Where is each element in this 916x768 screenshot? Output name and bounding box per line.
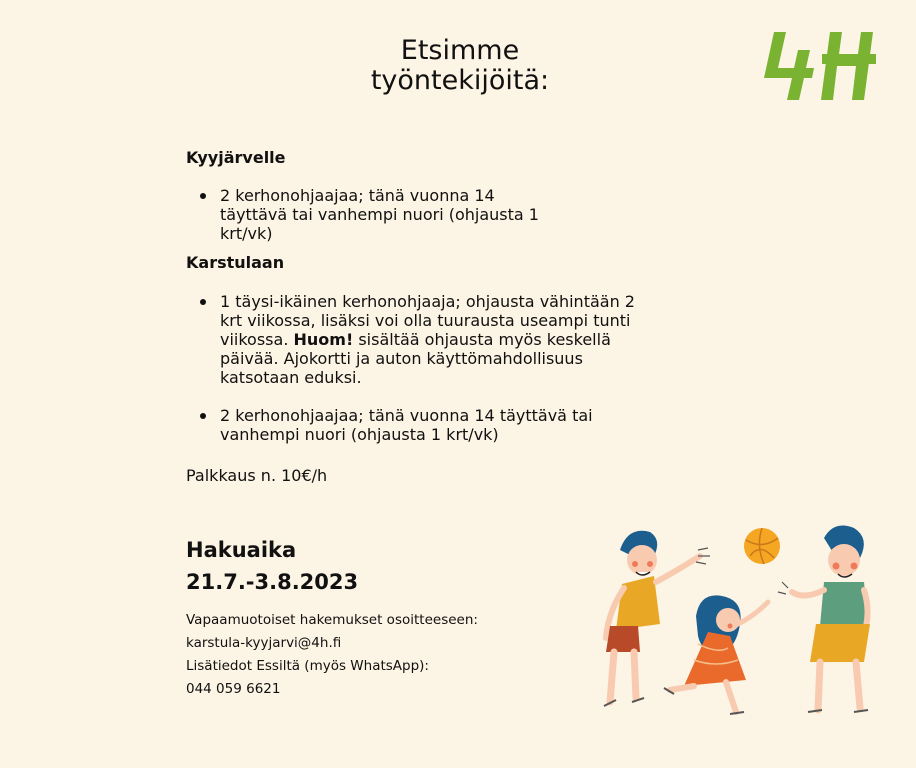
info-line-1: Vapaamuotoiset hakemukset osoitteeseen:: [186, 612, 478, 628]
karstula-item1-line-5: katsotaan eduksi.: [220, 368, 362, 387]
title-line-1: Etsimme: [400, 35, 520, 66]
text: sisältää ohjausta myös keskellä: [353, 330, 611, 349]
list-item: [186, 292, 746, 387]
huom-bold: Huom!: [293, 330, 354, 349]
contact-info: [186, 609, 478, 701]
list-item: [186, 186, 606, 243]
kyyjarvi-line-1: 2 kerhonohjaajaa; tänä vuonna 14: [220, 186, 495, 205]
4h-logo: [760, 28, 880, 104]
text: viikossa.: [220, 330, 294, 349]
karstula-heading: Karstulaan: [186, 253, 285, 272]
email-link[interactable]: karstula-kyyjarvi@4h.fi: [186, 635, 342, 651]
ball-icon: [744, 528, 780, 564]
application-dates: 21.7.-3.8.2023: [186, 570, 359, 594]
karstula-list: [186, 292, 746, 444]
karstula-item1-line-4: päivää. Ajokortti ja auton käyttömahdollisuus: [220, 349, 583, 368]
title-line-2: työntekijöitä:: [370, 65, 550, 96]
kyyjarvi-list: [186, 186, 606, 243]
kyyjarvi-line-3: krt/vk): [220, 224, 273, 243]
karstula-item1-line-3: [220, 330, 746, 349]
page-title: [330, 36, 590, 96]
boy-right-figure: [778, 526, 870, 712]
info-line-3: Lisätiedot Essiltä (myös WhatsApp):: [186, 658, 429, 674]
girl-figure: [664, 595, 768, 714]
karstula-item2-line-1: 2 kerhonohjaajaa; tänä vuonna 14 täyttävä tai: [220, 406, 593, 425]
phone-number[interactable]: 044 059 6621: [186, 681, 281, 697]
karstula-item1-line-2: krt viikossa, lisäksi voi olla tuurausta useampi tunti: [220, 311, 631, 330]
karstula-item2-line-2: vanhempi nuori (ohjausta 1 krt/vk): [220, 425, 499, 444]
kyyjarvi-heading: Kyyjärvelle: [186, 148, 286, 167]
kyyjarvi-line-2: täyttävä tai vanhempi nuori (ohjausta 1: [220, 205, 539, 224]
list-item: [186, 406, 746, 444]
children-playing-illustration: [598, 520, 888, 725]
pay-text: Palkkaus n. 10€/h: [186, 466, 328, 485]
karstula-item1-line-1: 1 täysi-ikäinen kerhonohjaaja; ohjausta vähintään 2: [220, 292, 635, 311]
application-heading: Hakuaika: [186, 538, 297, 562]
